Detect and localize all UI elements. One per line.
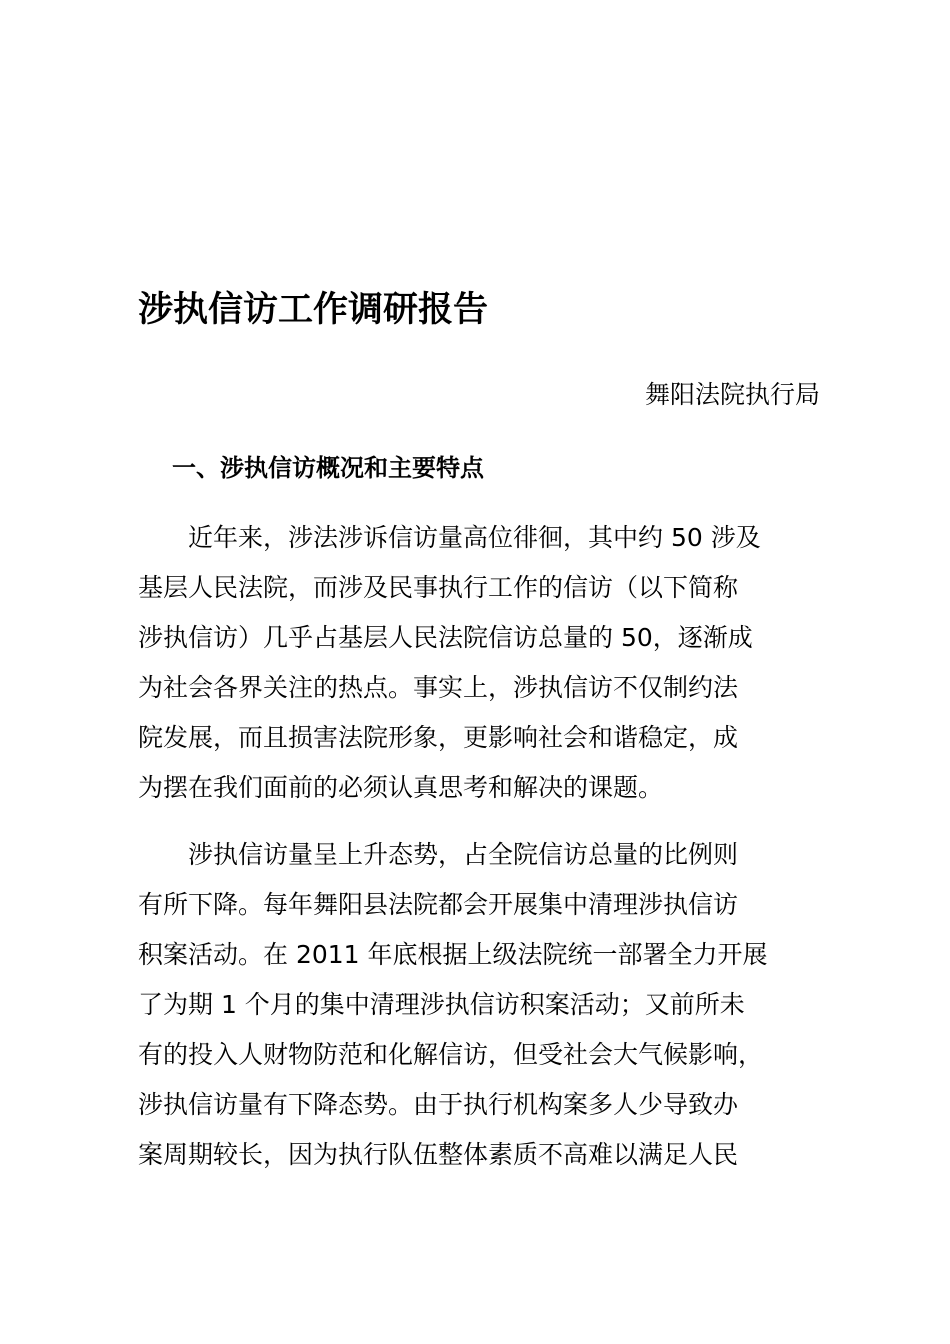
paragraph-line: 涉执信访）几乎占基层人民法院信访总量的 50，逐渐成 <box>138 623 753 652</box>
paragraph-line: 案周期较长，因为执行队伍整体素质不高难以满足人民 <box>138 1140 739 1169</box>
paragraph-line: 积案活动。在 2011 年底根据上级法院统一部署全力开展 <box>138 940 768 969</box>
paragraph-line: 涉执信访量有下降态势。由于执行机构案多人少导致办 <box>138 1090 739 1119</box>
paragraph-line: 涉执信访量呈上升态势，占全院信访总量的比例则 <box>188 840 739 869</box>
section-heading: 一、涉执信访概况和主要特点 <box>172 454 484 482</box>
document-title: 涉执信访工作调研报告 <box>138 290 489 330</box>
paragraph-line: 了为期 1 个月的集中清理涉执信访积案活动；又前所未 <box>138 990 745 1019</box>
paragraph-line: 基层人民法院，而涉及民事执行工作的信访（以下简称 <box>138 573 739 602</box>
paragraph-line: 有所下降。每年舞阳县法院都会开展集中清理涉执信访 <box>138 890 739 919</box>
paragraph-line: 为社会各界关注的热点。事实上，涉执信访不仅制约法 <box>138 673 739 702</box>
paragraph-line: 有的投入人财物防范和化解信访，但受社会大气候影响， <box>138 1040 764 1069</box>
paragraph-line: 为摆在我们面前的必须认真思考和解决的课题。 <box>138 773 664 802</box>
paragraph-2 <box>138 830 828 1180</box>
paragraph-line: 近年来，涉法涉诉信访量高位徘徊，其中约 50 涉及 <box>188 523 761 552</box>
paragraph-line: 院发展，而且损害法院形象，更影响社会和谐稳定，成 <box>138 723 739 752</box>
document-author: 舞阳法院执行局 <box>644 380 820 409</box>
paragraph-1 <box>138 513 828 813</box>
